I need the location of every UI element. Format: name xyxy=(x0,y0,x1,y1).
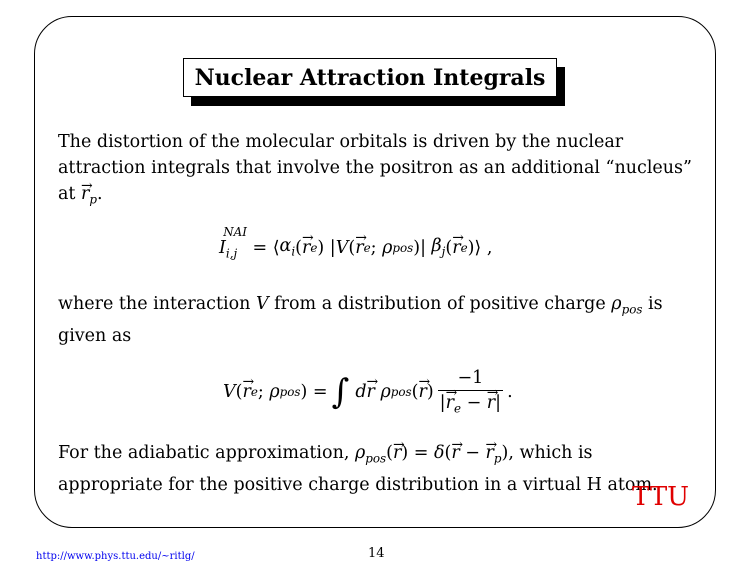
intro-line-3-prefix: at xyxy=(58,184,82,204)
closing-line-1: For the adiabatic approximation, $\rho_{pos}(\to r) = \delta(\to r$ − → $r_p$), which is xyxy=(58,440,658,472)
middle-line-2: given as xyxy=(58,325,132,346)
middle-line-1: where the interaction V from a distribution of positive charge $\rho_{pos}$ is xyxy=(58,294,663,317)
middle-paragraph xyxy=(58,291,663,349)
intro-paragraph xyxy=(58,129,692,213)
closing-paragraph xyxy=(58,440,658,498)
slide-title-box xyxy=(183,58,557,97)
page-number: 14 xyxy=(368,546,385,561)
intro-line-3: at → $r_p$. xyxy=(58,181,692,213)
intro-line-2: attraction integrals that involve the positron as an additional “nucleus” xyxy=(58,158,692,178)
slide-title: Nuclear Attraction Integrals xyxy=(183,58,557,97)
ttu-logo: TTU xyxy=(632,482,690,512)
closing-line-2: appropriate for the positive charge distribution in a virtual H atom. xyxy=(58,474,658,495)
intro-line-1: The distortion of the molecular orbitals is driven by the nuclear xyxy=(58,132,624,152)
nai-equation: $I_{i,j}^{NAI}$ = ⟨ $\alpha_i$ ( → r e ) | V ( → r e ; ρ pos )| $\beta_j$ ( → r e )⟩ , xyxy=(219,235,492,260)
footer-url-link[interactable]: http://www.phys.ttu.edu/~ritlg/ xyxy=(36,551,195,562)
potential-equation: V ( → r e ; ρ pos ) = ∫ d→ r ρ pos ( → r ) $\frac{-1}{|\to r_e - \to r|}$ . xyxy=(223,368,513,416)
positron-position: → $r_p$ xyxy=(81,184,97,204)
